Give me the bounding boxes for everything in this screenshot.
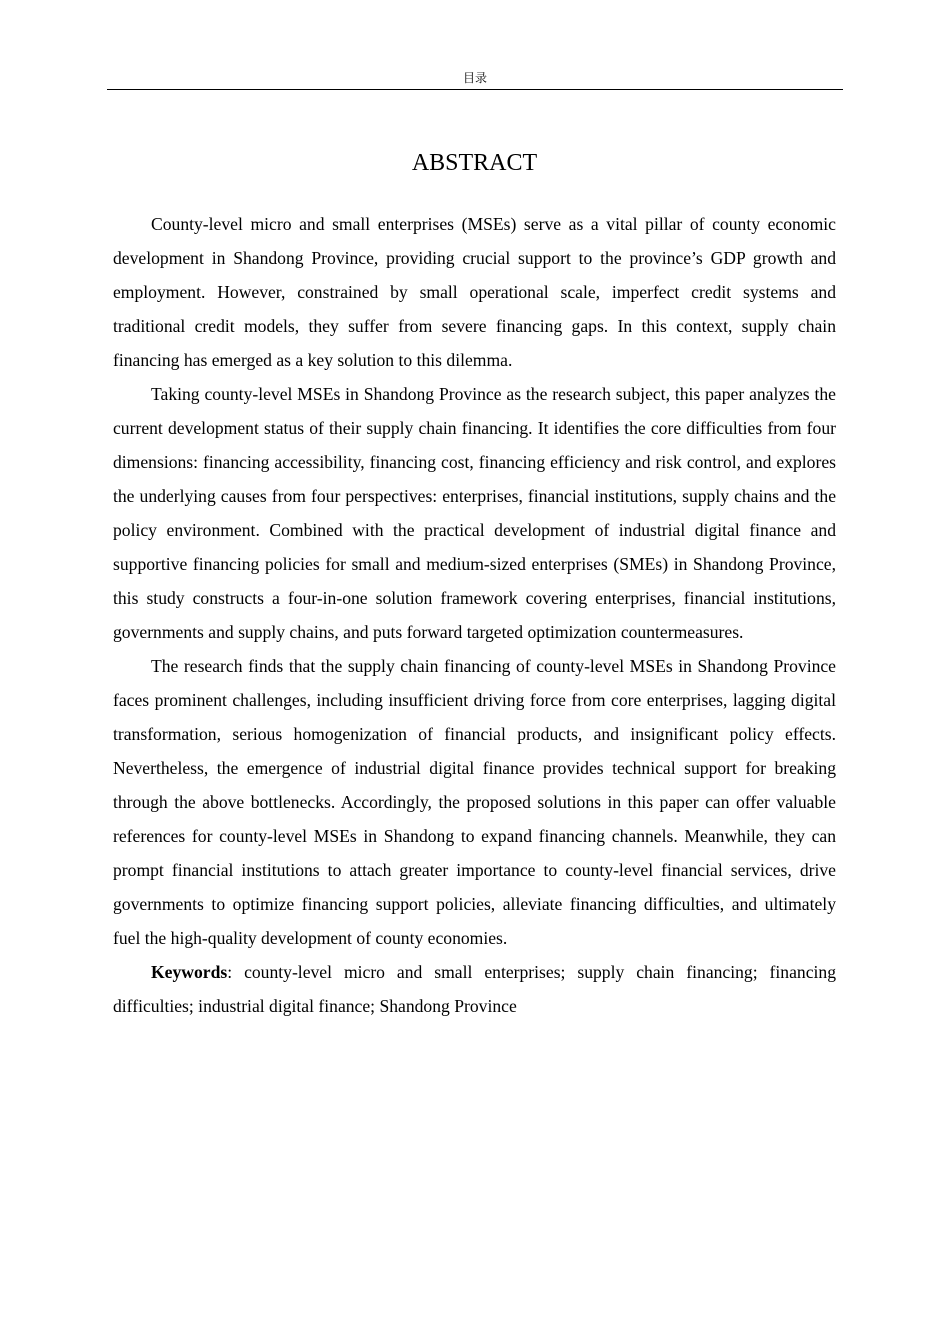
running-header: 目录 [107, 70, 843, 90]
abstract-paragraph-3: The research finds that the supply chain financing of county-level MSEs in Shandong Province faces prominent challenges, including insufficient driving force from core enterprises, lagging digital transformation, serious homogenization of financial products, and insignificant policy effects. Nevertheless, the emergence of industrial digital finance provides technical support for breaking through the above bottlenecks. Accordingly, the proposed solutions in this paper can offer valuable references for county-level MSEs in Shandong to expand financing channels. Meanwhile, they can prompt financial institutions to attach greater importance to county-level financial services, drive governments to optimize financing support policies, alleviate financing difficulties, and ultimately fuel the high-quality development of county economies. [113, 656, 836, 948]
keywords-paragraph [113, 955, 836, 1023]
abstract-body [113, 207, 836, 1023]
keywords-label: Keywords [151, 962, 228, 982]
abstract-title: ABSTRACT [411, 150, 538, 176]
abstract-paragraph-2: Taking county-level MSEs in Shandong Province as the research subject, this paper analyzes the current development status of their supply chain financing. It identifies the core difficulties from four dimensions: financing accessibility, financing cost, financing efficiency and risk control, and explores the underlying causes from four perspectives: enterprises, financial institutions, supply chains and the policy environment. Combined with the practical development of industrial digital finance and supportive financing policies for small and medium-sized enterprises (SMEs) in Shandong Province, this study constructs a four-in-one solution framework covering enterprises, financial institutions, governments and supply chains, and puts forward targeted optimization countermeasures. [113, 384, 836, 642]
abstract-paragraph-1: County-level micro and small enterprises (MSEs) serve as a vital pillar of county economic development in Shandong Province, providing crucial support to the province’s GDP growth and employment. However, constrained by small operational scale, imperfect credit systems and traditional credit models, they suffer from severe financing gaps. In this context, supply chain financing has emerged as a key solution to this dilemma. [113, 214, 836, 370]
keywords-text: : county-level micro and small enterprises; supply chain financing; financing difficulties; industrial digital finance; Shandong Province [113, 962, 836, 1016]
